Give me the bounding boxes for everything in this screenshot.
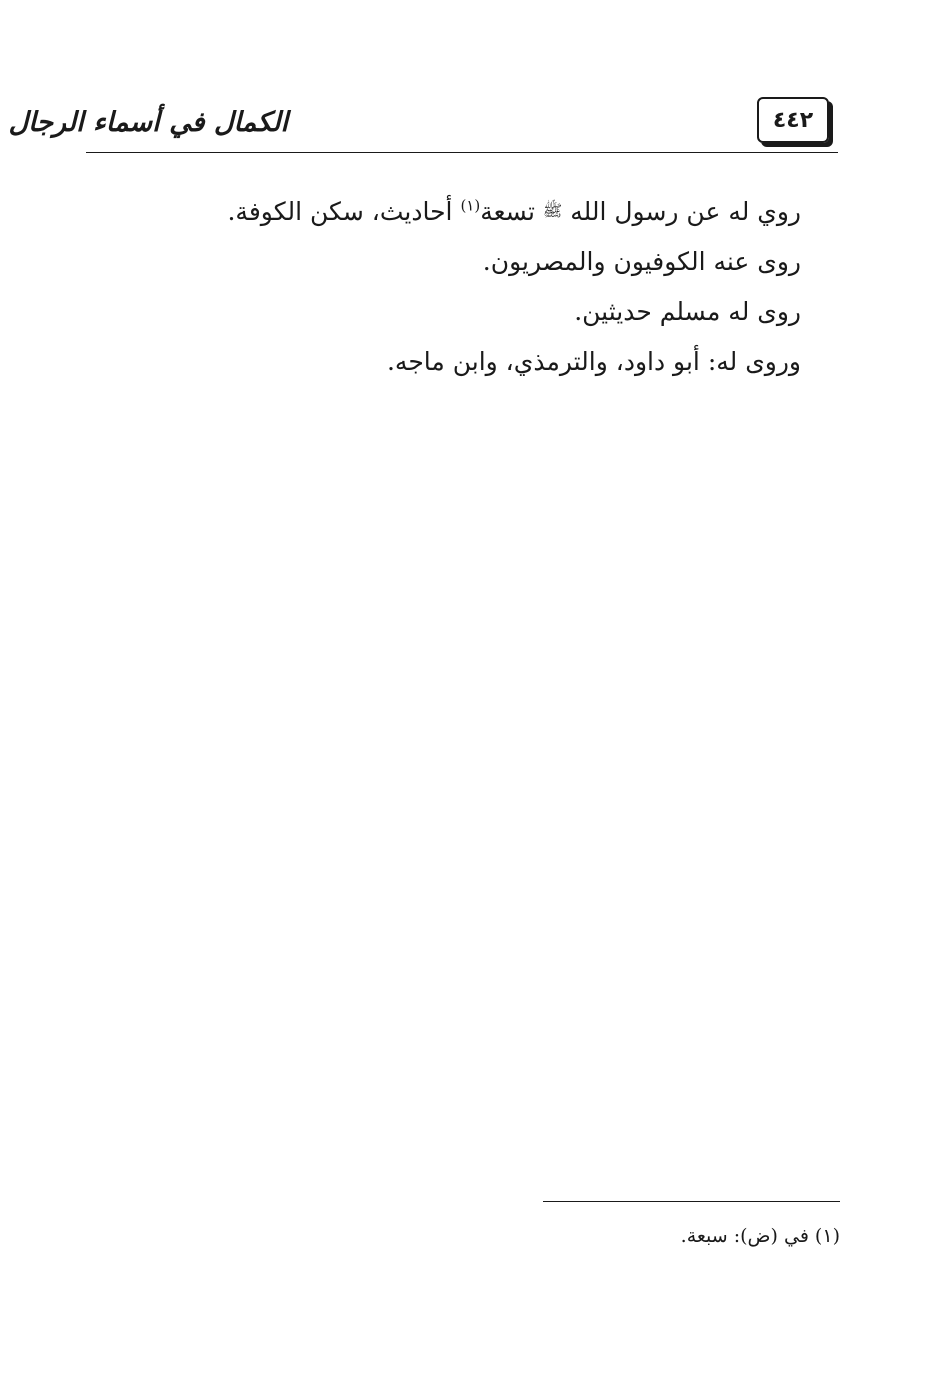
- line-1-word: تسعة: [480, 197, 535, 226]
- text-line-2: روى عنه الكوفيون والمصريون.: [482, 247, 801, 276]
- main-text: [120, 186, 801, 387]
- text-line-4: وروى له: أبو داود، والترمذي، وابن ماجه.: [386, 347, 801, 376]
- footnote-ref-1[interactable]: (١): [460, 196, 481, 215]
- header-rule: [86, 152, 838, 153]
- honorific-mark: ﷺ: [542, 201, 563, 220]
- footnote-rule: [543, 1201, 840, 1202]
- page-number-box: [757, 97, 829, 143]
- text-line-1: [120, 186, 801, 237]
- line-1-start: روي له عن رسول الله: [570, 197, 801, 226]
- line-1-end: أحاديث، سكن الكوفة.: [227, 197, 453, 226]
- text-line-3: روى له مسلم حديثين.: [574, 297, 801, 326]
- footnote-1: (١) في (ض): سبعة.: [680, 1225, 840, 1247]
- running-head-title: الكمال في أسماء الرجال: [8, 107, 288, 138]
- page-number: ٤٤٢: [772, 107, 814, 133]
